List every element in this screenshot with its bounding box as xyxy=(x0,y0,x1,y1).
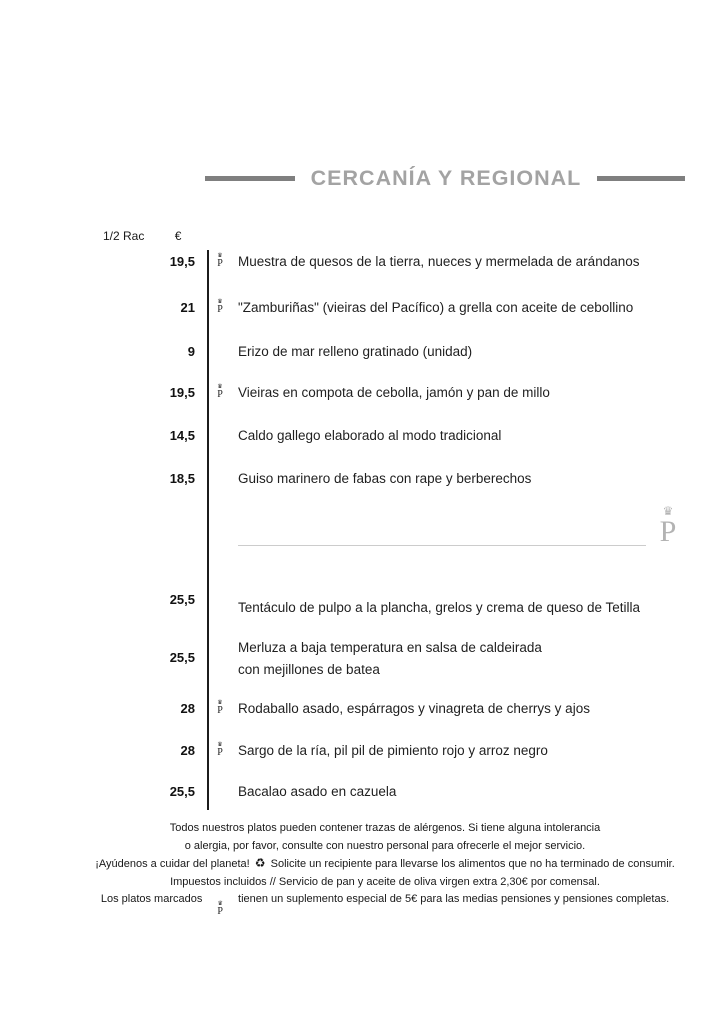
menu-row xyxy=(0,254,724,276)
price-divider-rule xyxy=(207,250,209,810)
supplement-note: Los platos marcados ♛ P tienen un suplemento especial de 5€ para las medias pensiones y pensiones completas. xyxy=(100,893,670,917)
supplement-marker-icon: ♛ P xyxy=(217,700,223,716)
price: 25,5 xyxy=(169,784,195,799)
taxes-note: Impuestos incluidos // Servicio de pan y aceite de oliva virgen extra 2,30€ por comensal. xyxy=(170,875,600,888)
price: 19,5 xyxy=(169,254,195,269)
dish-name: Vieiras en compota de cebolla, jamón y pan de millo xyxy=(238,385,550,400)
menu-row xyxy=(0,592,724,614)
footer-notes xyxy=(55,820,715,917)
price: 28 xyxy=(180,743,195,758)
dish-name: "Zamburiñas" (vieiras del Pacífico) a grella con aceite de cebollino xyxy=(238,300,634,315)
menu-row xyxy=(0,428,724,450)
menu-row xyxy=(0,701,724,723)
dish-name: Muestra de quesos de la tierra, nueces y mermelada de arándanos xyxy=(238,254,640,269)
menu-row xyxy=(0,743,724,765)
crown-icon: ♛ xyxy=(662,504,674,518)
supplement-marker-icon: ♛ P xyxy=(217,901,223,917)
dish-name: Tentáculo de pulpo a la plancha, grelos y crema de queso de Tetilla xyxy=(238,600,641,615)
price: 19,5 xyxy=(169,385,195,400)
price: 28 xyxy=(180,701,195,716)
menu-row xyxy=(0,784,724,806)
recycle-icon: ♻ xyxy=(254,856,266,870)
dish-name: Sargo de la ría, pil pil de pimiento rojo y arroz negro xyxy=(238,743,548,758)
half-ration-column-label: 1/2 Rac xyxy=(103,229,145,243)
menu-row xyxy=(0,471,724,493)
supplement-marker-icon: ♛ P xyxy=(217,253,223,269)
currency-column-label: € xyxy=(174,229,182,243)
section-header xyxy=(205,166,685,191)
dish-name: Erizo de mar relleno gratinado (unidad) xyxy=(238,344,473,359)
dish-name: Caldo gallego elaborado al modo tradicional xyxy=(238,428,502,443)
dish-name: Bacalao asado en cazuela xyxy=(238,784,397,799)
price: 14,5 xyxy=(169,428,195,443)
dish-name: Guiso marinero de fabas con rape y berberechos xyxy=(238,471,532,486)
section-divider-line xyxy=(238,545,646,546)
price: 25,5 xyxy=(169,650,195,665)
header-bar-left xyxy=(205,176,295,181)
menu-row xyxy=(0,300,724,322)
menu-row xyxy=(0,344,724,366)
page-title: CERCANÍA Y REGIONAL xyxy=(310,166,582,190)
allergen-note-line1: Todos nuestros platos pueden contener trazas de alérgenos. Si tiene alguna intolerancia xyxy=(169,822,601,834)
allergen-note-line2: o alergia, por favor, consulte con nuestro personal para ofrecerle el mejor servicio. xyxy=(184,839,586,852)
supplement-marker-icon: ♛ P xyxy=(217,742,223,758)
price: 25,5 xyxy=(169,592,195,607)
column-headers xyxy=(103,229,181,243)
supplement-marker-icon: ♛ P xyxy=(217,384,223,400)
dish-name: Merluza a baja temperatura en salsa de caldeirada xyxy=(238,640,542,655)
menu-row xyxy=(0,385,724,407)
header-bar-right xyxy=(597,176,685,181)
price: 18,5 xyxy=(169,471,195,486)
planet-note: ¡Ayúdenos a cuidar del planeta! ♻ Solicite un recipiente para llevarse los alimentos que no ha terminado de consumir. xyxy=(95,856,675,870)
dish-name-line2: con mejillones de batea xyxy=(238,662,380,677)
price: 9 xyxy=(187,344,195,359)
dish-name: Rodaballo asado, espárragos y vinagreta de cherrys y ajos xyxy=(238,701,590,716)
supplement-marker-icon: ♛ P xyxy=(217,299,223,315)
price: 21 xyxy=(180,300,195,315)
paradores-logo-icon: ♛ P xyxy=(659,504,677,548)
menu-row xyxy=(0,640,724,684)
